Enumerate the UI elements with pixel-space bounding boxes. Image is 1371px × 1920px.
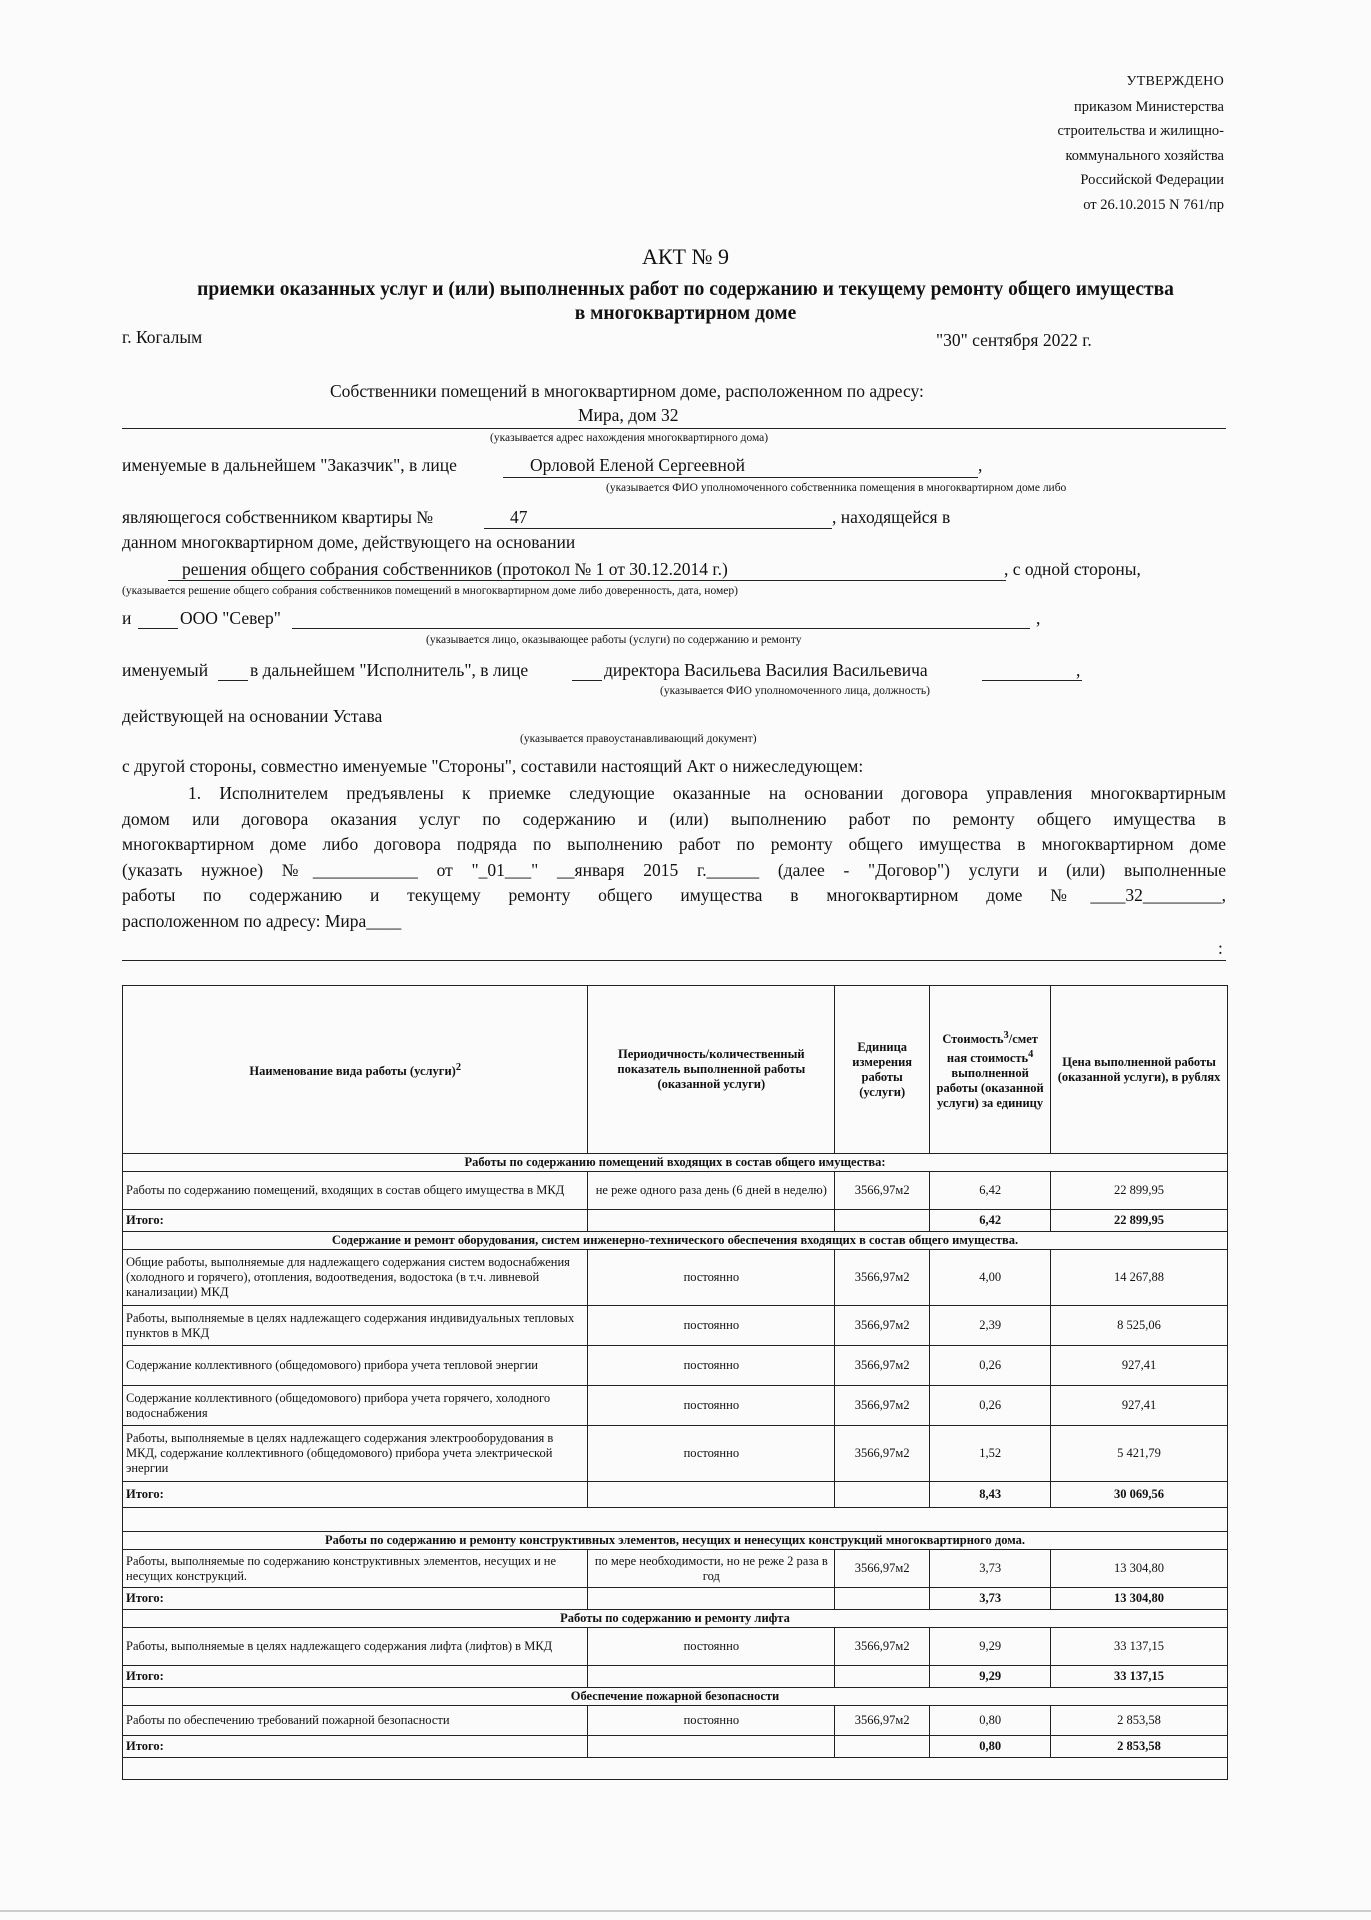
basis-line: данном многоквартирном доме, действующего на основании (122, 532, 576, 552)
person-underline (982, 680, 1082, 681)
contractor-prefix: и (122, 608, 132, 628)
contractor-hint: (указывается лицо, оказывающее работы (услуги) по содержанию и ремонту (426, 634, 802, 646)
owners-text: Собственники помещений в многоквартирном доме, расположенном по адресу: (330, 381, 924, 401)
total-row: Итого: 3,73 13 304,80 (123, 1588, 1228, 1610)
approval-line: приказом Министерства (1074, 98, 1224, 115)
customer-hint: (указывается ФИО уполномоченного собственника помещения в многоквартирном доме либо (606, 482, 1067, 494)
clause-end: : (1218, 938, 1223, 958)
total-row: Итого: 6,42 22 899,95 (123, 1210, 1228, 1232)
parties-line: с другой стороны, совместно именуемые "Стороны", составили настоящий Акт о нижеследующем: (122, 756, 864, 776)
clause-line: домом или договора оказания услуг по содержанию и (или) выполнению работ по ремонту общего имущества в (122, 808, 1226, 829)
act-title-line1: приемки оказанных услуг и (или) выполненных работ по содержанию и текущему ремонту общего имущества (197, 279, 1174, 300)
customer-name: Орловой Еленой Сергеевной (530, 455, 745, 475)
clause-line: работы по содержанию и текущему ремонту общего имущества в многоквартирном доме №____32_________, (122, 885, 1226, 905)
section-row: Работы по содержанию и ремонту лифта (123, 1610, 1228, 1628)
act-number: АКТ № 9 (642, 244, 729, 269)
header-price: Цена выполненной работы (оказанной услуги), в рублях (1051, 986, 1228, 1154)
customer-underline (503, 477, 978, 478)
named-mid: в дальнейшем "Исполнитель", в лице (250, 660, 529, 680)
person-pre-underline (572, 680, 602, 681)
table-row: Работы, выполняемые в целях надлежащего содержания электрооборудования в МКД, содержание коллективного (общедомового) прибора учета электрической энергии постоянно 3566,97м2 1,52 5 421,79 (123, 1426, 1228, 1482)
clause-line: (указать нужное) №____________ от "_01___" __января 2015 г.______ (далее - "Договор") услуги и (или) выполненные (122, 859, 1226, 880)
person-hint: (указывается ФИО уполномоченного лица, должность) (660, 685, 930, 697)
apartment-suffix: , находящейся в (832, 507, 951, 527)
named-underline (218, 680, 248, 681)
table-row: Содержание коллективного (общедомового) прибора учета тепловой энергии постоянно 3566,97м2 0,26 927,41 (123, 1346, 1228, 1386)
act-title-line2: в многоквартирном доме (574, 303, 797, 324)
apartment-prefix: являющегося собственником квартиры № (122, 507, 434, 527)
section-row: Содержание и ремонт оборудования, систем инженерно-технического обеспечения входящих в состав общего имущества. (123, 1232, 1228, 1250)
basis-suffix: , с одной стороны, (1004, 559, 1141, 579)
contractor-underline (292, 628, 1030, 629)
basis-hint: (указывается решение общего собрания собственников помещений в многоквартирном доме либо доверенность, дата, номер) (122, 585, 738, 597)
total-row: Итого: 8,43 30 069,56 (123, 1482, 1228, 1508)
customer-suffix: , (978, 455, 983, 475)
works-table (122, 985, 1228, 1780)
section-row: Обеспечение пожарной безопасности (123, 1688, 1228, 1706)
approval-stamp (1058, 70, 1224, 217)
clause-line: расположенном по адресу: Мира____ (122, 910, 402, 931)
approval-line: Российской Федерации (1080, 172, 1224, 188)
scan-edge (0, 1910, 1371, 1912)
table-row: Работы, выполняемые по содержанию конструктивных элементов, несущих и не несущих конструкций. по мере необходимости, но не реже 2 раза в год 3566,97м2 3,73 13 304,80 (123, 1550, 1228, 1588)
table-row: Работы, выполняемые в целях надлежащего содержания лифта (лифтов) в МКД постоянно 3566,97м2 9,29 33 137,15 (123, 1628, 1228, 1666)
table-row: Работы по содержанию помещений, входящих в состав общего имущества в МКД не реже одного раза день (6 дней в неделю) 3566,97м2 6,42 22 899,95 (123, 1172, 1228, 1210)
clause-1 (122, 781, 1226, 934)
apartment-underline (484, 528, 832, 529)
contractor-name: ООО "Север" (180, 608, 281, 628)
clause-underline (122, 960, 1226, 961)
table-row: Работы по обеспечению требований пожарной безопасности постоянно 3566,97м2 0,80 2 853,58 (123, 1706, 1228, 1736)
contractor-suffix: , (1036, 608, 1041, 628)
city: г. Когалым (122, 327, 203, 347)
spacer-row (123, 1508, 1228, 1532)
total-row: Итого: 9,29 33 137,15 (123, 1666, 1228, 1688)
contractor-pre-underline (138, 628, 178, 629)
clause-line: многоквартирном доме либо договора подряда по выполнению работ по ремонту общего имущества в многоквартирном доме (122, 834, 1226, 854)
clause-line: 1. Исполнителем предъявлены к приемке следующие оказанные на основании договора управления многоквартирным (188, 783, 1226, 803)
contractor-person: директора Васильева Василия Васильевича (604, 660, 928, 680)
person-suffix: , (1076, 660, 1081, 680)
header-cost: Стоимость$^3$/смет ная стоимость$^4$ выполненной работы (оказанной услуги) за единицу (930, 986, 1051, 1154)
address-hint: (указывается адрес нахождения многоквартирного дома) (490, 432, 769, 444)
section-row: Работы по содержанию помещений входящих в состав общего имущества: (123, 1154, 1228, 1172)
spacer-row (123, 1758, 1228, 1780)
header-unit: Единица измерения работы (услуги) (835, 986, 930, 1154)
named-prefix: именуемый (122, 660, 209, 680)
building-address: Мира, дом 32 (578, 405, 679, 425)
customer-prefix: именуемые в дальнейшем "Заказчик", в лице (122, 455, 457, 475)
table-row: Содержание коллективного (общедомового) прибора учета горячего, холодного водоснабжения постоянно 3566,97м2 0,26 927,41 (123, 1386, 1228, 1426)
acting-hint: (указывается правоустанавливающий документ) (520, 733, 757, 745)
approval-line: коммунального хозяйства (1065, 147, 1224, 164)
basis-text: решения общего собрания собственников (протокол № 1 от 30.12.2014 г.) (182, 559, 728, 579)
approval-head: УТВЕРЖДЕНО (1126, 74, 1224, 89)
address-underline (122, 428, 1226, 429)
section-row: Работы по содержанию и ремонту конструктивных элементов, несущих и ненесущих конструкций многоквартирного дома. (123, 1532, 1228, 1550)
apartment-number: 47 (510, 507, 528, 527)
acting-basis: действующей на основании Устава (122, 706, 383, 726)
header-period: Периодичность/количественный показатель выполненной работы (оказанной услуги) (588, 986, 835, 1154)
table-row: Работы, выполняемые в целях надлежащего содержания индивидуальных тепловых пунктов в МКД постоянно 3566,97м2 2,39 8 525,06 (123, 1306, 1228, 1346)
total-row: Итого: 0,80 2 853,58 (123, 1736, 1228, 1758)
header-name: Наименование вида работы (услуги)$^2$ (123, 986, 588, 1154)
approval-line: от 26.10.2015 N 761/пр (1083, 196, 1224, 213)
approval-line: строительства и жилищно- (1057, 123, 1224, 139)
basis-underline (168, 580, 1006, 581)
table-row: Общие работы, выполняемые для надлежащего содержания систем водоснабжения (холодного и горячего), отопления, водоотведения, водостока (в т.ч. ливневой канализации) МКД постоянно 3566,97м2 4,00 14 267,88 (123, 1250, 1228, 1306)
table-header-row (123, 986, 1228, 1154)
act-date: "30" сентября 2022 г. (936, 330, 1092, 350)
